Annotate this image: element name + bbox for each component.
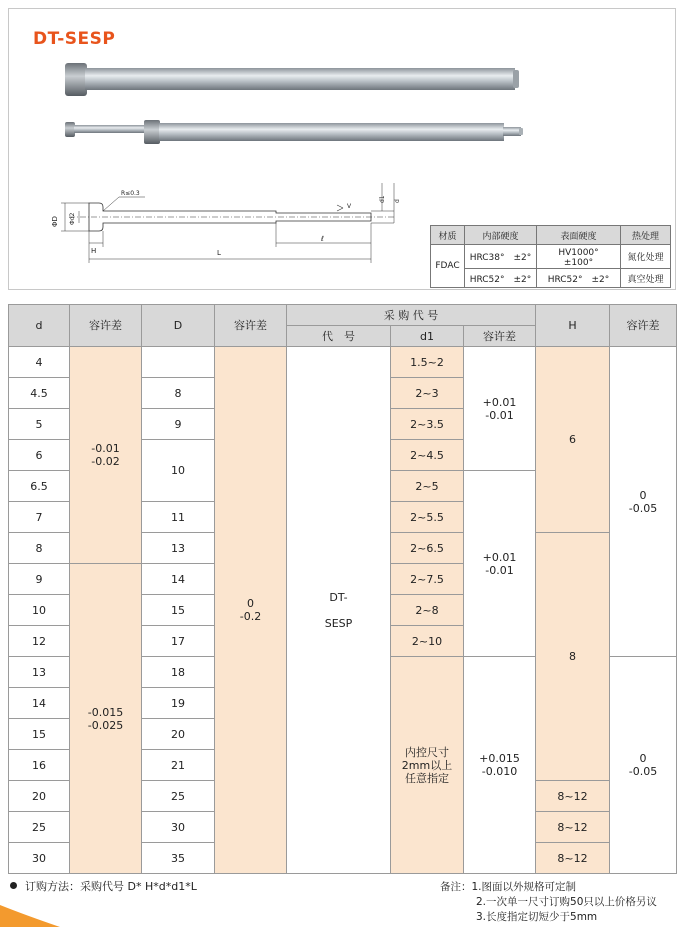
dim-ell: ℓ [321, 235, 324, 243]
d-value: 25 [9, 812, 70, 843]
d-value: 14 [9, 688, 70, 719]
mat-header: 热处理 [621, 226, 671, 245]
notes [440, 880, 657, 925]
d-value: 9 [9, 564, 70, 595]
technical-drawing [49, 171, 429, 271]
d1-tolerance: +0.015 -0.010 [464, 657, 536, 874]
d-value: 8 [9, 533, 70, 564]
d-value: 10 [9, 595, 70, 626]
d-value: 30 [9, 843, 70, 874]
dim-phiD: ΦD [51, 216, 59, 227]
mat-treatment: 真空处理 [621, 269, 671, 288]
product-photo [9, 9, 677, 159]
d1-value: 1.5~2 [391, 347, 464, 378]
d-value: 4 [9, 347, 70, 378]
D-value: 8 [142, 378, 215, 409]
d1-value: 2~5 [391, 471, 464, 502]
d-value: 6.5 [9, 471, 70, 502]
header-D: D [142, 305, 215, 347]
D-value: 15 [142, 595, 215, 626]
mat-inner-hardness: HRC38° ±2° [465, 245, 537, 269]
purchase-code: DT- SESP [287, 347, 391, 874]
H-value: 6 [536, 347, 610, 533]
mat-header: 表面硬度 [537, 226, 621, 245]
d1-value: 2~3 [391, 378, 464, 409]
empty-cell [142, 347, 215, 378]
D-value: 11 [142, 502, 215, 533]
d-value: 6 [9, 440, 70, 471]
header-d1-tol: 容许差 [464, 326, 536, 347]
dim-R: R≤0.3 [121, 190, 140, 197]
note-item: 2.一次单一尺寸订购50只以上价格另议 [476, 896, 657, 908]
D-tolerance: 0 -0.2 [215, 347, 287, 874]
note-item: 1.图面以外规格可定制 [471, 881, 577, 893]
dim-H: H [91, 247, 97, 255]
mat-surface-hardness: HV1000° ±100° [537, 245, 621, 269]
spec-table [8, 304, 677, 874]
H-value: 8 [536, 533, 610, 781]
dim-L: L [217, 249, 221, 257]
order-method [10, 878, 197, 894]
order-method-text: 订购方法：采购代号 D* H*d*d1*L [25, 880, 197, 893]
dim-V: V [347, 203, 352, 210]
bullet-icon [10, 882, 17, 889]
d-value: 16 [9, 750, 70, 781]
H-tolerance: 0 -0.05 [610, 657, 677, 874]
D-value: 35 [142, 843, 215, 874]
d-value: 12 [9, 626, 70, 657]
header-d-tol: 容许差 [70, 305, 142, 347]
d1-value: 2~5.5 [391, 502, 464, 533]
header-d: d [9, 305, 70, 347]
d-tolerance: -0.01 -0.02 [70, 347, 142, 564]
D-value: 18 [142, 657, 215, 688]
header-H: H [536, 305, 610, 347]
header-code: 代 号 [287, 326, 391, 347]
d-value: 20 [9, 781, 70, 812]
D-value: 10 [142, 440, 215, 502]
H-value: 8~12 [536, 812, 610, 843]
dim-d1: d1 [379, 195, 386, 203]
d1-tolerance: +0.01 -0.01 [464, 471, 536, 657]
dim-d: d [394, 199, 401, 203]
header-purchase-code: 采 购 代 号 [287, 305, 536, 326]
dim-phid2: Φd2 [69, 212, 76, 225]
mat-inner-hardness: HRC52° ±2° [465, 269, 537, 288]
D-value: 25 [142, 781, 215, 812]
H-value: 8~12 [536, 781, 610, 812]
note-item: 3.长度指定切短少于5mm [476, 911, 598, 923]
header-D-tol: 容许差 [215, 305, 287, 347]
d1-value: 2~3.5 [391, 409, 464, 440]
notes-label: 备注： [440, 881, 472, 893]
D-value: 17 [142, 626, 215, 657]
mat-surface-hardness: HRC52° ±2° [537, 269, 621, 288]
product-title: DT-SESP [33, 29, 116, 49]
d1-value: 2~10 [391, 626, 464, 657]
header-d1: d1 [391, 326, 464, 347]
d1-value: 2~7.5 [391, 564, 464, 595]
d-value: 4.5 [9, 378, 70, 409]
pin-stepped [65, 120, 523, 144]
D-value: 19 [142, 688, 215, 719]
D-value: 21 [142, 750, 215, 781]
material-table [430, 225, 671, 288]
d-value: 5 [9, 409, 70, 440]
d1-tolerance: +0.01 -0.01 [464, 347, 536, 471]
d1-value: 2~4.5 [391, 440, 464, 471]
mat-treatment: 氮化处理 [621, 245, 671, 269]
d-value: 13 [9, 657, 70, 688]
H-tolerance: 0 -0.05 [610, 347, 677, 657]
D-value: 9 [142, 409, 215, 440]
D-value: 20 [142, 719, 215, 750]
d-value: 15 [9, 719, 70, 750]
mat-header: 内部硬度 [465, 226, 537, 245]
D-value: 14 [142, 564, 215, 595]
d-value: 7 [9, 502, 70, 533]
d1-value: 2~8 [391, 595, 464, 626]
mat-material: FDAC [431, 245, 465, 288]
H-value: 8~12 [536, 843, 610, 874]
d-tolerance: -0.015 -0.025 [70, 564, 142, 874]
D-value: 30 [142, 812, 215, 843]
header-H-tol: 容许差 [610, 305, 677, 347]
D-value: 13 [142, 533, 215, 564]
product-panel [8, 8, 676, 290]
mat-header: 材质 [431, 226, 465, 245]
pin-large [65, 63, 519, 96]
d1-custom: 内控尺寸 2mm以上 任意指定 [391, 657, 464, 874]
corner-decoration [0, 897, 60, 927]
d1-value: 2~6.5 [391, 533, 464, 564]
